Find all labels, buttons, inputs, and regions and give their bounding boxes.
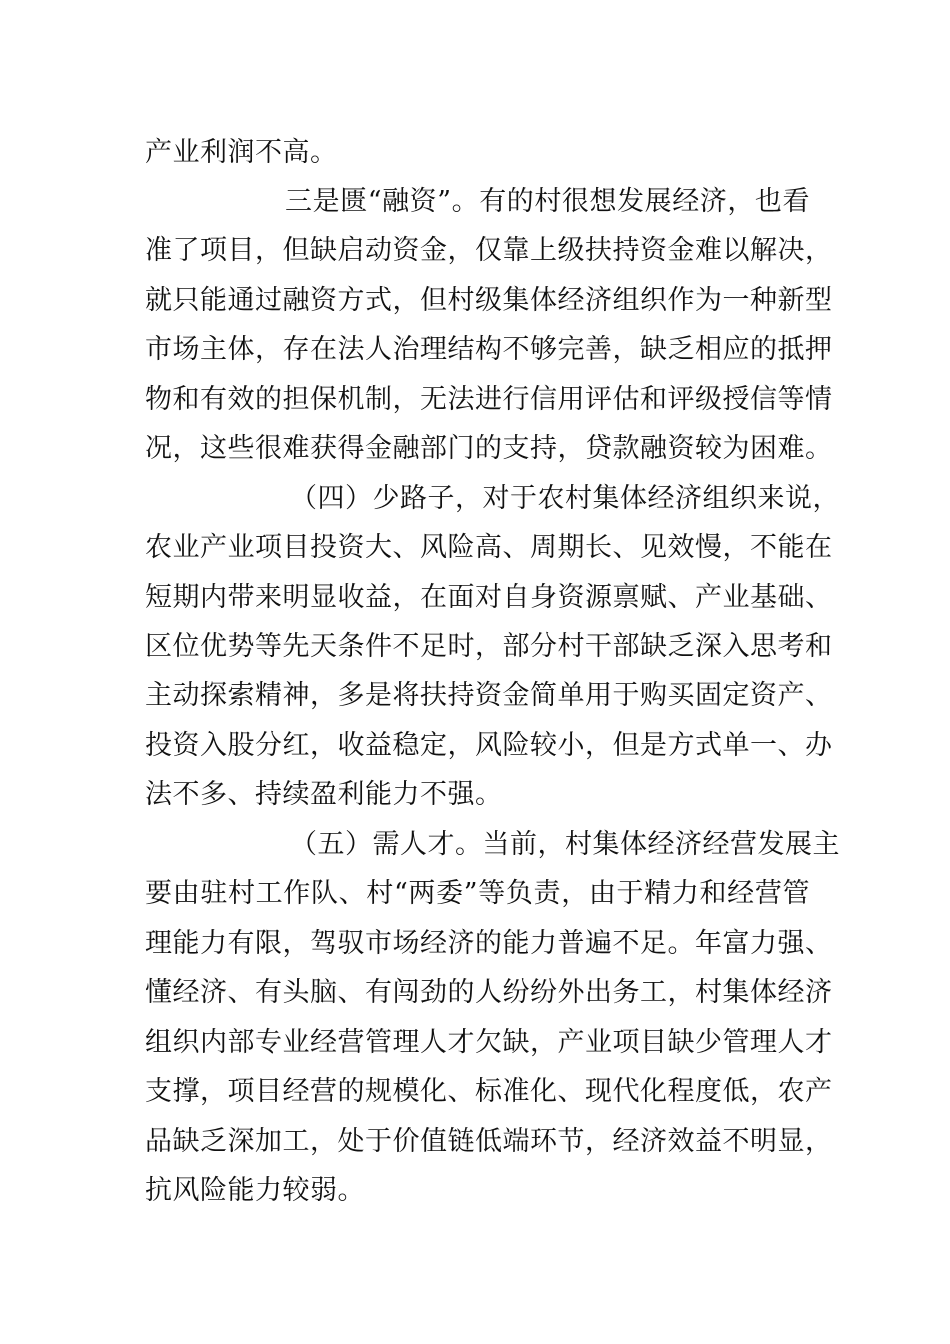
paragraph-line: （四）少路子，对于农村集体经济组织来说， [290,483,840,514]
paragraph-line: 要由驻村工作队、村“两委”等负责，由于精力和经营管 [145,878,810,909]
paragraph-line: 投资入股分红，收益稳定，风险较小，但是方式单一、办 [145,730,833,761]
paragraph-line: 组织内部专业经营管理人才欠缺，产业项目缺少管理人才 [145,1027,833,1058]
paragraph-line: 短期内带来明显收益，在面对自身资源禀赋、产业基础、 [145,582,833,613]
paragraph-line: 品缺乏深加工，处于价值链低端环节，经济效益不明显， [145,1126,833,1157]
paragraph-line: 抗风险能力较弱。 [145,1175,365,1206]
paragraph-line: 市场主体，存在法人治理结构不够完善，缺乏相应的抵押 [145,334,833,365]
paragraph-line: 支撑，项目经营的规模化、标准化、现代化程度低，农产 [145,1076,833,1107]
paragraph-line: 懂经济、有头脑、有闯劲的人纷纷外出务工，村集体经济 [145,977,833,1008]
paragraph-line: 产业利润不高。 [145,137,338,168]
paragraph-line: 农业产业项目投资大、风险高、周期长、见效慢，不能在 [145,532,833,563]
paragraph-line: 就只能通过融资方式，但村级集体经济组织作为一种新型 [145,285,833,316]
paragraph-line: 区位优势等先天条件不足时，部分村干部缺乏深入思考和 [145,631,833,662]
paragraph-line: 准了项目，但缺启动资金，仅靠上级扶持资金难以解决， [145,235,833,266]
paragraph-line: 法不多、持续盈利能力不强。 [145,779,503,810]
paragraph-line: 况，这些很难获得金融部门的支持，贷款融资较为困难。 [145,433,833,464]
paragraph-line: 理能力有限，驾驭市场经济的能力普遍不足。年富力强、 [145,928,833,959]
paragraph-line: 物和有效的担保机制，无法进行信用评估和评级授信等情 [145,384,833,415]
paragraph-line: （五）需人才。当前，村集体经济经营发展主 [290,829,840,860]
paragraph-line: 三是匮“融资”。有的村很想发展经济，也看 [285,186,810,217]
paragraph-line: 主动探索精神，多是将扶持资金简单用于购买固定资产、 [145,680,833,711]
